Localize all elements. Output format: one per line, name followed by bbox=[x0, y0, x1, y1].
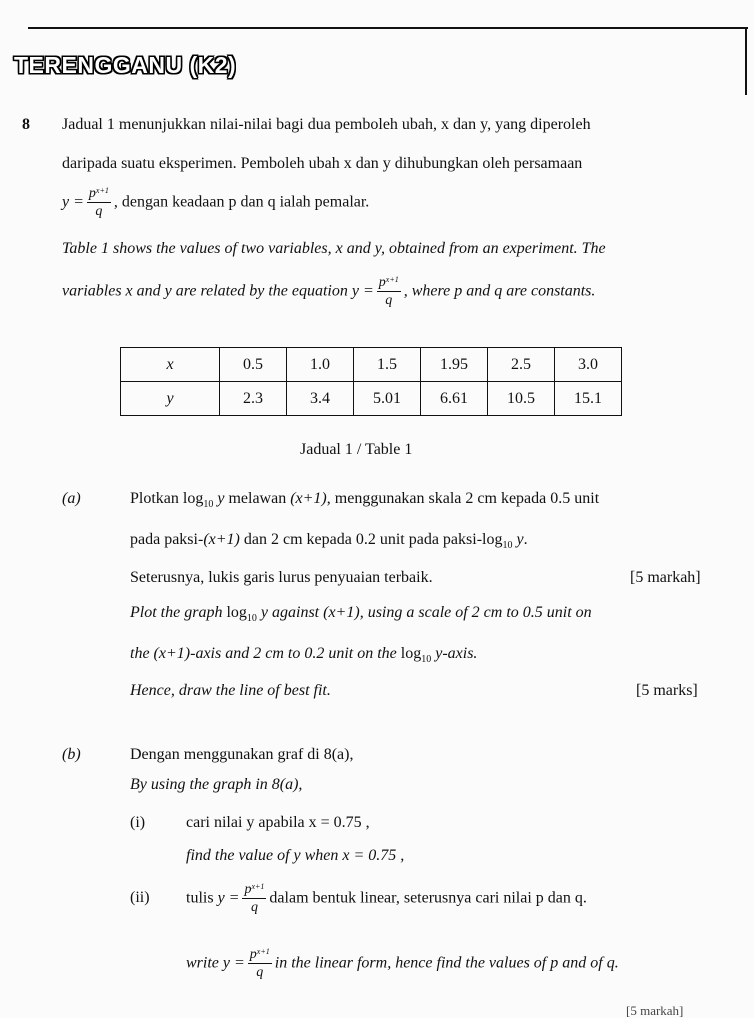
table-cell: x bbox=[121, 348, 220, 382]
question-ms-line-3-text: , dengan keadaan p dan q ialah pemalar. bbox=[113, 193, 370, 211]
eq-numerator-3: p bbox=[244, 882, 252, 897]
eq-exponent: x+1 bbox=[95, 186, 109, 195]
log-text-3: log bbox=[226, 604, 247, 621]
question-en-line-2-end: , where p and q are constants. bbox=[403, 282, 596, 300]
table-row bbox=[121, 348, 622, 382]
part-a-ms-line-1: Plotkan $\log_{10} y$ melawan (x+1), menggunakan skala 2 cm kepada 0.5 unit bbox=[130, 490, 600, 511]
eq-exponent-4: x+1 bbox=[256, 947, 270, 956]
log-base-2: 10 bbox=[502, 540, 513, 552]
part-a-en-2b: -axis and 2 cm to 0.2 unit on the bbox=[190, 645, 397, 662]
part-b-i-en: find the value of y when x = 0.75 , bbox=[186, 847, 405, 864]
part-a-ms-line-2: pada paksi-(x+1) dan 2 cm kepada 0.2 unit pada paksi-$\log_{10}$ y. bbox=[130, 531, 528, 552]
log-text-4: log bbox=[400, 645, 422, 662]
question-ms-line-2: daripada suatu eksperimen. Pemboleh ubah x dan y dihubungkan oleh persamaan bbox=[62, 155, 583, 172]
question-en-line-2 bbox=[62, 275, 595, 309]
part-b-ii-en bbox=[186, 947, 619, 981]
part-b-en: By using the graph in 8(a), bbox=[130, 776, 303, 793]
table-cell: 10.5 bbox=[488, 382, 555, 416]
table-cell: 3.0 bbox=[555, 348, 622, 382]
eq-denominator-4: q bbox=[256, 965, 264, 980]
eq-numerator-2: p bbox=[378, 275, 386, 290]
part-b-ms: Dengan menggunakan graf di 8(a), bbox=[130, 746, 354, 763]
eq-lhs: y = bbox=[62, 193, 84, 211]
table-cell: 3.4 bbox=[287, 382, 354, 416]
right-rule bbox=[745, 27, 747, 95]
question-ms-line-3 bbox=[62, 186, 369, 220]
equation-fraction bbox=[87, 186, 111, 220]
part-a-en-1c: , using a scale of 2 cm to 0.5 unit on bbox=[359, 604, 592, 621]
table-cell: 6.61 bbox=[421, 382, 488, 416]
part-a-ms-2a: pada paksi- bbox=[130, 531, 204, 548]
part-b-marks-partial: [5 markah] bbox=[626, 1003, 684, 1018]
table-cell: 1.5 bbox=[354, 348, 421, 382]
top-rule bbox=[28, 27, 748, 29]
question-ms-line-1: Jadual 1 menunjukkan nilai-nilai bagi dua pemboleh ubah, x dan y, yang diperoleh bbox=[62, 116, 591, 133]
part-a-ms-1a: Plotkan bbox=[130, 490, 179, 507]
data-table bbox=[120, 347, 622, 416]
equation-fraction-3 bbox=[242, 882, 266, 916]
table-cell: 0.5 bbox=[220, 348, 287, 382]
part-b-i-ms: cari nilai y apabila x = 0.75 , bbox=[186, 814, 370, 831]
part-a-ms-1c: , menggunakan skala 2 cm kepada 0.5 unit bbox=[326, 490, 600, 507]
log-text-2: log bbox=[482, 531, 503, 548]
xplus1-text-2: (x+1) bbox=[203, 531, 240, 548]
part-a-ms-line-3: Seterusnya, lukis garis lurus penyuaian terbaik. bbox=[130, 569, 433, 586]
part-b-label: (b) bbox=[62, 746, 81, 763]
eq-lhs-4: y = bbox=[222, 954, 245, 972]
part-a-en-line-1: Plot the graph $\log_{10} y$ against (x+1), using a scale of 2 cm to 0.5 unit on bbox=[130, 604, 592, 625]
table-cell: y bbox=[121, 382, 220, 416]
log-text: log bbox=[182, 490, 204, 507]
part-b-ii-ms-b: dalam bentuk linear, seterusnya cari nilai p dan q. bbox=[269, 889, 587, 907]
xplus1-text-4: (x+1) bbox=[153, 645, 191, 662]
part-a-en-2c: -axis. bbox=[442, 645, 478, 662]
table-cell: 5.01 bbox=[354, 382, 421, 416]
part-b-i-label: (i) bbox=[130, 814, 146, 831]
log-base-4: 10 bbox=[421, 654, 432, 666]
eq-lhs-3: y = bbox=[217, 889, 240, 907]
table-cell: 1.0 bbox=[287, 348, 354, 382]
eq-denominator-2: q bbox=[385, 293, 393, 308]
part-a-marks-en: [5 marks] bbox=[636, 682, 698, 699]
table-cell: 2.3 bbox=[220, 382, 287, 416]
part-a-ms-1b: melawan bbox=[228, 490, 287, 507]
table-cell: 1.95 bbox=[421, 348, 488, 382]
xplus1-text: (x+1) bbox=[290, 490, 327, 507]
eq-numerator: p bbox=[88, 186, 96, 201]
part-a-marks-ms: [5 markah] bbox=[630, 569, 701, 586]
question-en-line-1: Table 1 shows the values of two variables, x and y, obtained from an experiment. The bbox=[62, 240, 606, 257]
part-a-en-line-3: Hence, draw the line of best fit. bbox=[130, 682, 331, 699]
part-a-en-2a: the bbox=[130, 645, 150, 662]
part-a-en-1a: Plot the graph bbox=[130, 604, 223, 621]
eq-exponent-3: x+1 bbox=[251, 882, 265, 891]
question-number: 8 bbox=[22, 116, 30, 133]
equation-fraction-4 bbox=[248, 947, 272, 981]
part-b-ii-label: (ii) bbox=[130, 889, 150, 906]
part-b-ii-en-a: write bbox=[186, 954, 219, 972]
table-cell: 15.1 bbox=[555, 382, 622, 416]
log-base-3: 10 bbox=[246, 613, 257, 625]
eq-denominator-3: q bbox=[250, 900, 258, 915]
page-title: TERENGGANU (K2) bbox=[14, 52, 237, 78]
eq-numerator-4: p bbox=[249, 947, 257, 962]
part-b-ii-ms-a: tulis bbox=[186, 889, 214, 907]
question-en-line-2-text: variables x and y are related by the equation bbox=[62, 282, 348, 300]
table-row bbox=[121, 382, 622, 416]
part-b-ii-ms bbox=[186, 882, 587, 916]
part-a-ms-2b: dan 2 cm kepada 0.2 unit pada paksi- bbox=[243, 531, 483, 548]
xplus1-text-3: (x+1) bbox=[323, 604, 360, 621]
equation-fraction-2 bbox=[377, 275, 401, 309]
table-caption: Jadual 1 / Table 1 bbox=[300, 441, 413, 458]
part-b-ii-en-b: in the linear form, hence find the values of p and of q. bbox=[274, 954, 619, 972]
part-a-en-line-2: the (x+1)-axis and 2 cm to 0.2 unit on the $\log_{10}$ y-axis. bbox=[130, 645, 478, 666]
eq-denominator: q bbox=[95, 204, 103, 219]
eq-lhs-2: y = bbox=[351, 282, 374, 300]
eq-exponent-2: x+1 bbox=[385, 275, 399, 284]
table-cell: 2.5 bbox=[488, 348, 555, 382]
log-base: 10 bbox=[203, 499, 214, 511]
part-a-label: (a) bbox=[62, 490, 81, 507]
part-a-en-1b: against bbox=[272, 604, 320, 621]
